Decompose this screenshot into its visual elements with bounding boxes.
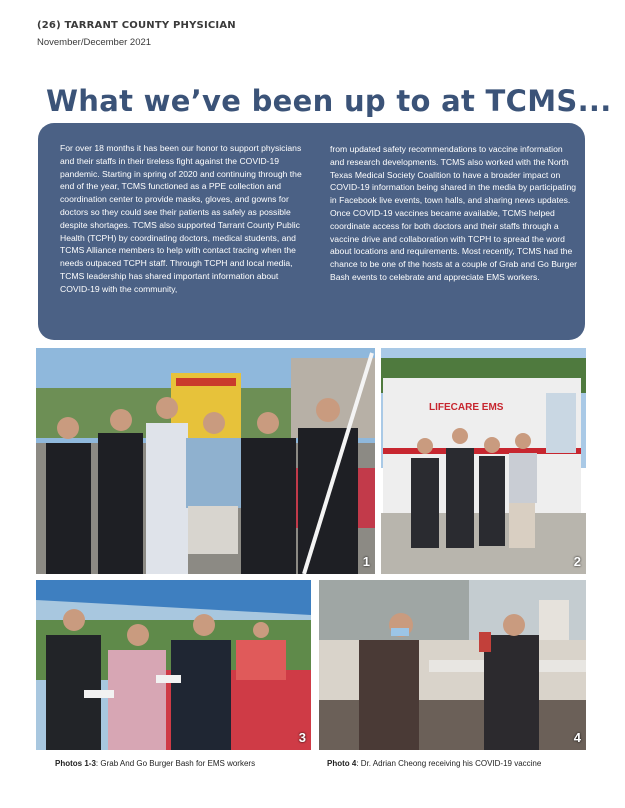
article-column-right: from updated safety recommendations to vaccine information and research developments. TCMS also worked with the North Texas Medical Society Coalition to have a broader impact on COVID-19 information being shared in the media by participating in Facebook live events, town halls, and sharing news updates. Once COVID-19 vaccines became available, TCMS helped coordinate access for both doctors and their staffs through a vaccine drive and collaboration with TCPH to spread the word about locations and requirements. Most recently, TCMS had the chance to be one of the hosts at a couple of Grab and Go Burger Bash events to celebrate and appreciate EMS workers. bbox=[330, 144, 577, 282]
photo-2-number: 2 bbox=[573, 554, 581, 569]
photo-3-number: 3 bbox=[298, 730, 306, 745]
caption-photo-4 bbox=[327, 759, 541, 768]
photo-1-number: 1 bbox=[362, 554, 370, 569]
photo-4-number: 4 bbox=[573, 730, 581, 745]
caption-label: Photos 1-3 bbox=[55, 759, 96, 768]
caption-photos-1-3 bbox=[55, 759, 255, 768]
article-title: What we’ve been up to at TCMS... bbox=[46, 84, 612, 118]
issue-date: November/December 2021 bbox=[37, 37, 152, 48]
photo-1-ems-group bbox=[36, 348, 375, 574]
caption-text: : Dr. Adrian Cheong receiving his COVID-19 vaccine bbox=[356, 759, 542, 768]
photo-2-ems-truck bbox=[381, 348, 586, 574]
truck-lifecare-text: LIFECARE EMS bbox=[429, 402, 504, 413]
photo-4-vaccine bbox=[319, 580, 586, 750]
caption-text: : Grab And Go Burger Bash for EMS workers bbox=[95, 759, 256, 768]
article-column-left: For over 18 months it has been our honor to support physicians and their staffs in their tireless fight against the COVID-19 pandemic. Starting in spring of 2020 and continuing through the end of the year, TCMS functioned as a PPE collection and coordination center to provide masks, gloves, and gowns for doctors so they could see their patients as safely as possible despite shortages. TCMS also supported Tarrant County Public Health (TCPH) by coordinating doctors, medical students, and TCMS Alliance members to help with contact tracing when the needs outpaced TCPH staff. Through TCPH and local media, TCMS leadership has shared important information about COVID-19 with the community, bbox=[60, 143, 302, 294]
article-text-box bbox=[38, 123, 585, 340]
photo-3-burger-bash bbox=[36, 580, 311, 750]
caption-label: Photo 4 bbox=[327, 759, 357, 768]
publication-header: (26) TARRANT COUNTY PHYSICIAN bbox=[37, 20, 236, 31]
